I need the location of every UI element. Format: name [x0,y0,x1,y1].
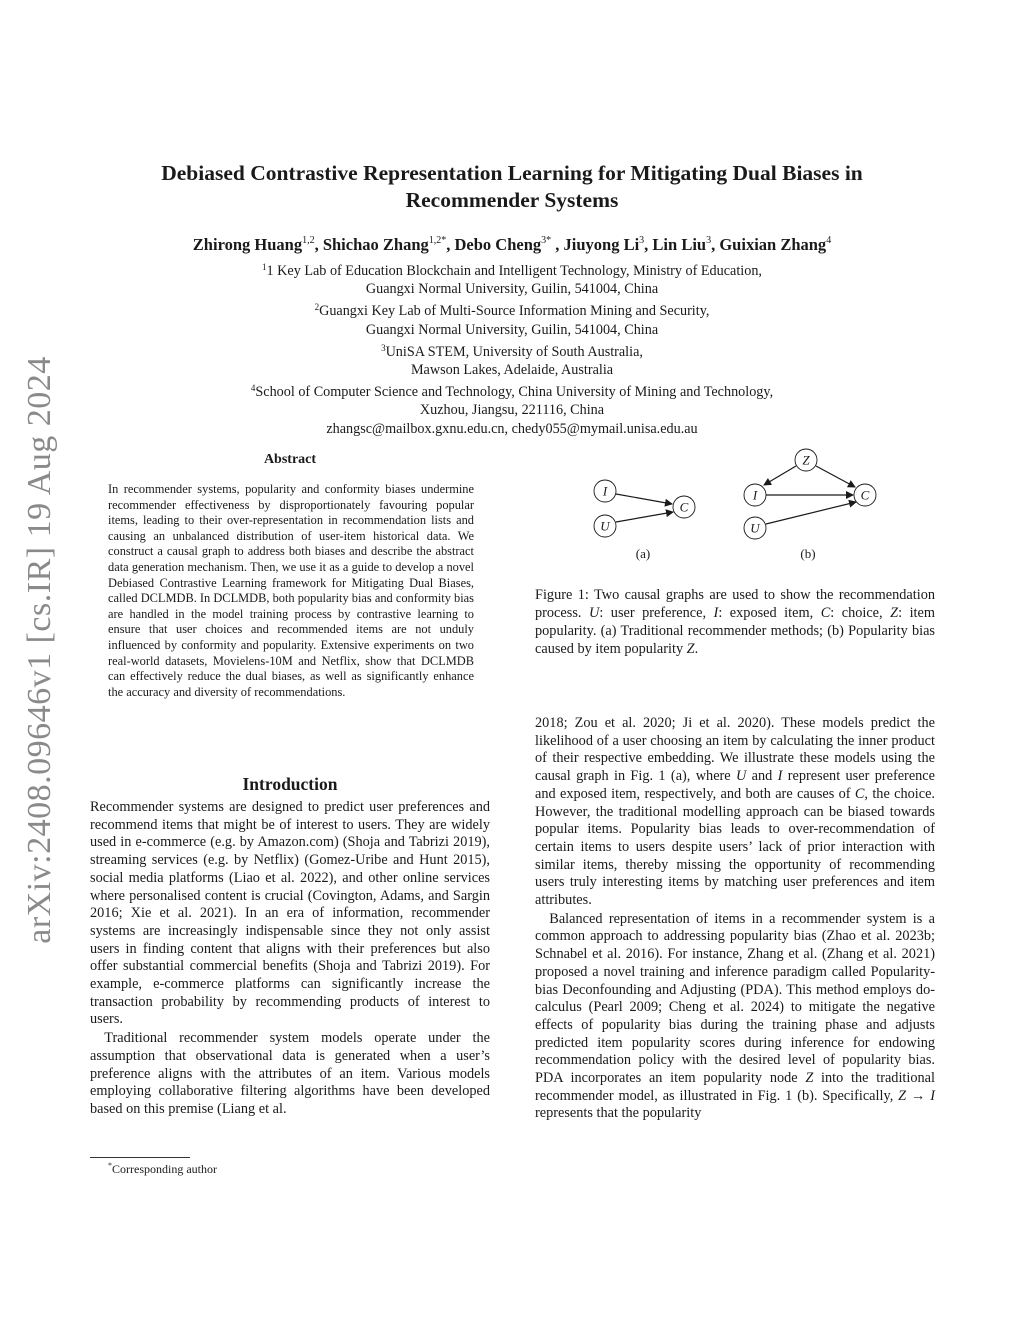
right-column-body [535,715,935,1123]
intro-paragraph-1: Recommender systems are designed to predict user preferences and recommend items that might be of interest to users. They are widely used in e-commerce (e.g. by Amazon.com) (Shoja and Tabrizi 2019), streaming services (e.g. by Netflix) (Gomez-Uribe and Hunt 2015), social media platforms (Liao et al. 2022), and other online services where personalised content is crucial (Covington, Adams, and Sargin 2016; Xie et al. 2021). In an era of information, recommender systems are increasingly indispensable since they not only assist users in finding content that aligns with their preferences but also offer substantial commercial benefits (Shoja and Tabrizi 2019). For example, e-commerce platforms can significantly increase the transaction probability by recommending products of interest to users. [90,799,490,1028]
node-i-label: I [602,483,608,499]
node-i-label: I [752,487,758,503]
graph-b [744,449,876,539]
edge-i-to-c [616,494,672,504]
node-c-label: C [679,499,689,515]
figure-caption: Figure 1: Two causal graphs are used to show the recommendation process. U: user preference, I: exposed item, C: choice, Z: item popularity. (a) Traditional recommender methods; (b) Popularity bias caused by item popularity Z. [535,587,935,657]
introduction-heading: Introduction [242,774,338,794]
right-paragraph-1: 2018; Zou et al. 2020; Ji et al. 2020). These models predict the likelihood of a user choosing an item by calculating the inner product of their respective embedding. We illustrate these models using the causal graph in Fig. 1 (a), where U and I represent user preference and exposed item, respectively, and both are causes of C, the choice. However, the traditional modelling approach can be biased towards popular items. Popularity bias leads to over-recommendation of certain items to users despite users’ lack of prior interaction with similar items, thereby missing the opportunity of recommending users truly interesting items by matching user preferences and item attributes. [535,715,935,909]
author: Guixian Zhang$^4$ [719,235,832,254]
contact-emails: zhangsc@mailbox.gxnu.edu.cn, chedy055@mymail.unisa.edu.au [326,420,698,437]
affiliation-4-line-2: Xuzhou, Jiangsu, 221116, China [419,402,605,419]
affiliation-3-line-2: Mawson Lakes, Adelaide, Australia [410,362,614,379]
affiliation-2-line-2: Guangxi Normal University, Guilin, 541004, China [365,321,659,338]
edge-u-to-c [766,502,856,524]
left-column-body [90,799,490,1119]
title-line-2: Recommender Systems [405,188,619,212]
causal-graphs-figure [575,440,905,570]
edge-u-to-c [616,512,673,522]
graph-a-label: (a) [635,546,651,561]
affiliations [150,258,874,438]
author-list [90,230,934,256]
author: Jiuyong Li$^3$, [563,235,653,254]
author: Zhirong Huang$^{1,2}$, [192,235,323,254]
author: Debo Cheng$^{3*}$ , [454,235,564,254]
affiliation-1-line-2: Guangxi Normal University, Guilin, 541004, China [365,281,659,298]
node-z-label: Z [802,452,810,468]
author: Shichao Zhang$^{1,2*}$, [322,235,455,254]
title-line-1: Debiased Contrastive Representation Learning for Mitigating Dual Biases in [161,161,863,185]
arxiv-sidebar-stamp [14,355,66,945]
node-u-label: U [600,518,610,534]
arxiv-id: arXiv:2408.09646v1 [cs.IR] 19 Aug 2024 [21,356,58,944]
author: Lin Liu$^3$, [652,235,720,254]
affiliation-1-line-1: $^1$1 Key Lab of Education Blockchain and Intelligent Technology, Ministry of Education, [262,262,762,279]
edge-z-to-c [816,466,855,487]
abstract-text: In recommender systems, popularity and conformity biases undermine recommender effectiveness by disproportionately favouring popular items, leading to their over-representation in recommendation lists and causing an unbalanced distribution of user-item historical data. We construct a causal graph to address both biases and describe the abstract data generation mechanism. Then, we use it as a guide to develop a novel Debiased Contrastive Learning framework for Mitigating Dual Biases, called DCLMDB. In DCLMDB, both popularity bias and conformity bias are handled in the model training process by contrastive learning to ensure that user choices and recommended items are not unduly influenced by conformity and popularity. Extensive experiments on two real-world datasets, Movielens-10M and Netflix, show that DCLMDB can effectively reduce the dual biases, as well as significantly enhance the accuracy and diversity of recommendations. [108,482,474,699]
paper-title [100,160,924,214]
right-paragraph-2: Balanced representation of items in a recommender system is a common approach to addressing popularity bias (Zhao et al. 2023b; Schnabel et al. 2016). For instance, Zhang et al. (Zhang et al. 2021) proposed a novel training and inference paradigm called Popularity-bias Deconfounding and Adjusting (PDA). This method employs do-calculus (Pearl 2009; Cheng et al. 2024) to mitigate the negative effects of popularity bias during the training phase and adjusts predicted item popularity scores during inference for endowing recommendation policy with the desired level of popularity bias. PDA incorporates an item popularity node Z into the traditional recommender model, as illustrated in Fig. 1 (b). Specifically, Z → I represents that the popularity [535,910,935,1122]
affiliation-2-line-1: $^2$Guangxi Key Lab of Multi-Source Information Mining and Security, [314,302,710,320]
graph-a [594,480,695,537]
intro-paragraph-2: Traditional recommender system models operate under the assumption that observational data is generated when a user’s preference aligns with the attributes of an item. Various models employing collaborative filtering algorithms have been developed based on this premise (Liang et al. [90,1030,490,1117]
footnote: *Corresponding author [108,1161,217,1176]
node-u-label: U [750,520,760,536]
graph-b-label: (b) [800,546,816,561]
affiliation-4-line-1: $^4$School of Computer Science and Technology, China University of Mining and Technology, [250,383,774,401]
footnote-rule [90,1157,190,1158]
node-c-label: C [860,487,870,503]
abstract-heading: Abstract [263,452,317,467]
edge-z-to-i [764,466,796,485]
affiliation-3-line-1: $^3$UniSA STEM, University of South Australia, [381,342,643,360]
